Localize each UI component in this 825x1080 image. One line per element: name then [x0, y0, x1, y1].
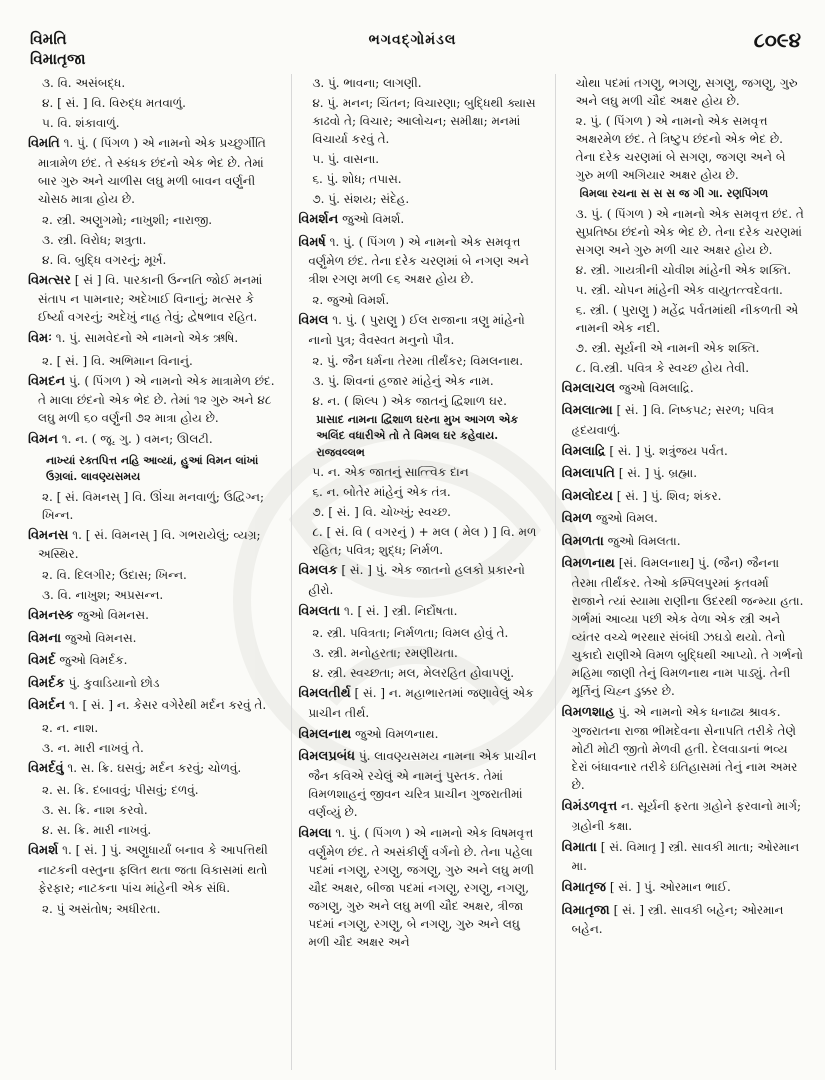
sense-line: ૭. [ સં. ] વિ. ચોખ્ખું; સ્વચ્છ.	[312, 505, 451, 519]
column-2	[291, 74, 540, 1070]
headword: વિમર્દક	[28, 675, 65, 691]
dictionary-entry	[298, 602, 540, 622]
definition-text: જુઓ વિમલ.	[595, 511, 658, 525]
sense-line: ૪. સ. ક્રિ. મારી નાખવું.	[42, 823, 152, 837]
dictionary-entry	[562, 554, 804, 700]
headword: વિમર્શ	[28, 843, 59, 858]
headword: વિમનસ	[28, 527, 69, 543]
definition-text: ૧. પું. ( પિંગળ ) એ નામનો એક પ્રચ્છુર્ગીતિ માત્રામેળ છંદ. તે સ્કંધક છંદનો એક ભેદ છે. તેમાં બાર ગુરુ અને ચાળીસ લઘુ મળી બાવન વર્ણુની ચોસઠ માત્રા હોય છે.	[38, 136, 266, 206]
headword: વિમલતા	[298, 603, 341, 619]
sense-line: ૪. [ સં. ] વિ. વિરુદ્ધ મતવાળું.	[42, 96, 186, 110]
dictionary-entry	[28, 329, 277, 349]
guide-word-bottom: વિમાતૃજા	[30, 50, 86, 68]
definition-text: ૧. [ સં. વિમનસ્ ] વિ. ગભરાયેલું; વ્યગ્ર; અસ્થિર.	[38, 527, 261, 561]
headword: વિમત્સર	[28, 272, 71, 288]
headword: વિમાતૃજા	[561, 902, 610, 918]
headword: વિમંડળવૃત્ત	[561, 799, 618, 814]
headword: વિમલ	[298, 313, 329, 328]
headword: વિમર્દવું	[28, 760, 64, 776]
dictionary-entry	[562, 703, 804, 795]
headword: વિમલતીર્થ	[298, 686, 351, 701]
sense-line: ૮. વિ.સ્ત્રી. પવિત્ર કે સ્વચ્છ હોય તેવી.	[575, 360, 750, 375]
headword: વિમળશાહ	[561, 704, 615, 720]
headword: વિમલાદ્રિ	[561, 443, 606, 459]
headword: વિમઃ	[28, 331, 52, 346]
sense-line: ૩. વિ. નાખુશ; અપ્રસન્ન.	[42, 588, 164, 602]
guide-word-top: વિમતિ	[30, 30, 67, 48]
definition-text: ૧. પું. ( પિંગળ ) એ નામનો એક વિષમવૃત્ત વર્ણુમેળ છંદ. તે અસંકીર્ણુ વર્ગનો છે. તેના પહેલા પદમાં નગણુ, રગણુ, જગણુ, ગુરુ અને લઘુ મળી ચૌદ અક્ષર, બીજા પદમાં નગણુ, રગણુ, નગણુ, જગણુ, ગુરુ અને લઘુ મળી ચૌદ અક્ષર, ત્રીજા પદમાં નગણુ, રગણુ, બે નગણુ, ગુરુ અને લઘુ મળી ચૌદ અક્ષર અને	[308, 825, 534, 949]
headword: વિમદન	[28, 373, 66, 389]
dictionary-entry	[298, 725, 540, 745]
dictionary-entry	[28, 372, 277, 428]
headword: વિમલા	[298, 825, 332, 841]
definition-text: [ સં. ] સ્ત્રી. સાવકી બહેન; ઓરમાન બહેન.	[571, 902, 784, 936]
sense-line: ૩. સ્ત્રી. વિરોધ; શત્રુતા.	[42, 232, 147, 247]
definition-text: [ સં. ] પું. એક જાતનો હલકો પ્રકારનો હીરો.	[308, 563, 525, 597]
sense-line: ૪. સ્ત્રી. ગાયત્રીની ચોવીશ માંહેની એક શક્તિ.	[575, 262, 792, 277]
dictionary-entry	[28, 674, 277, 694]
definition-text: જુઓ વિમનસ.	[77, 608, 149, 622]
dictionary-entry	[562, 901, 804, 939]
sense-line: ૬. સ્ત્રી. ( પુરાણુ ) મહેંદ્ર પર્વતમાંથી નીકળતી એ નામની એક નદી.	[575, 302, 799, 335]
definition-text: ૧. પું. ( પિંગળ ) એ નામનો એક સમવૃત્ત વર્ણુમેળ છંદ. તેના દરેક ચરણમાં બે નગણ અને ત્રીશ રગણ મળી ૯૬ અક્ષર હોય છે.	[308, 234, 529, 286]
dictionary-entry	[562, 464, 804, 484]
definition-text: ૧. સ. ક્રિ. ઘસવું; મર્દન કરવું; ચોળવું.	[67, 760, 242, 775]
quotation: પ્રાસાદ નામના દ્વિશાળ ઘરના મુખ આગળ એક અલિંદ વધારીએ તો તે વિમલ ઘર કહેવાય. રાજવલ્લભ	[316, 412, 519, 459]
column-1	[28, 74, 277, 1070]
sense-line: ૪. વિ. બુદ્ધિ વગરનું; મૂર્ખ.	[42, 252, 167, 267]
dictionary-entry	[562, 797, 804, 835]
definition-text: [ સં. ] ન. મહાભારતમાં જણાવેલું એક પ્રાચીન તીર્થ.	[308, 686, 534, 720]
dictionary-entry	[28, 526, 277, 564]
sense-line: ૩. પું. શિવનાં હજાર માંહેનું એક નામ.	[312, 373, 494, 388]
sense-line: ચોથા પદમાં તગણુ, ભગણુ, સગણુ, જગણુ, ગુરુ અને લઘુ મળી ચૌદ અક્ષર હોય છે.	[575, 76, 798, 108]
dictionary-entry	[28, 134, 277, 208]
quotation: નાખ્યાં રક્તપિત્ત નહિ આવ્યાં, હુઆં વિમન લાંખાં ઉગ્રલાં. લાવણ્યસમય	[46, 453, 259, 483]
column-3	[555, 74, 804, 1070]
headword: વિમતિ	[28, 136, 60, 151]
dictionary-entry	[562, 838, 804, 876]
dictionary-entry	[298, 684, 540, 722]
dictionary-entry	[562, 487, 804, 507]
definition-text: જુઓ વિમલાદ્રિ.	[618, 380, 694, 395]
definition-text: [ સં ] વિ. પારકાની ઉન્નતિ જોઈ મનમાં સંતાપ ન પામનાર; અદેખાઈ વિનાનું; મત્સર કે ઈર્ષ્યા વગરનું; અદેખું નાહ તેવું; દ્વેષભાવ રહિત.	[38, 272, 263, 324]
dictionary-entry	[298, 561, 540, 599]
dictionary-entry	[562, 401, 804, 439]
page-title: ભગવદ્ગોમંડલ	[368, 32, 457, 48]
sense-line: ૨. પું અસંતોષ; અધીરતા.	[42, 901, 161, 916]
headword: વિમળનાથ	[561, 556, 615, 571]
dictionary-entry	[298, 210, 540, 230]
definition-text: જુઓ વિમનસ.	[64, 630, 137, 645]
sense-line: ૩. પું. ભાવના; લાગણી.	[312, 76, 422, 90]
definition-text: જુઓ વિમલતા.	[607, 533, 681, 548]
definition-text: ન. સૂર્યની ફરતા ગ્રહોને ફરવાનો માર્ગ; ગ્રહોની કક્ષા.	[571, 799, 802, 833]
headword: વિમળ	[561, 511, 593, 526]
headword: વિમલાત્મા	[561, 403, 613, 418]
sense-line: ૩. સ્ત્રી. મનોહરતા; રમણીયતા.	[312, 646, 458, 660]
definition-text: ૧. [ સં. ] ન. કેસર વગેરેથી મર્દન કરવું તે.	[69, 698, 267, 712]
sense-line: ૫. ન. એક જાતનું સાત્ત્વિક દાન	[312, 465, 469, 479]
definition-text: [ સં. ] પું. બ્રહ્મા.	[618, 466, 698, 480]
definition-text: ૧. [ સં. ] સ્ત્રી. નિર્દોષતા.	[344, 603, 458, 618]
sense-line: ૨. પું. જૈન ધર્મના તેરમા તીર્થંકર; વિમલનાથ.	[312, 353, 524, 368]
sense-line: ૨. સ. ક્રિ. દબાવવું; પીસવું; દળવું.	[42, 783, 199, 797]
definition-text: [ સં. ] પું. ઓરમાન ભાઈ.	[609, 880, 731, 894]
headword: વિમળતા	[561, 533, 604, 549]
definition-text: પું. કુવાડિયાનો છોડ	[68, 675, 160, 690]
headword: વિમલાપતિ	[561, 466, 615, 481]
headword: વિમલપ્રબંધ	[298, 749, 356, 764]
dictionary-entry	[28, 629, 277, 649]
sense-line: ૩. વિ. અસંબદ્ધ.	[42, 76, 126, 90]
definition-text: [ સં. ] પું. શત્રુંજય પર્વત.	[609, 443, 728, 458]
dictionary-entry	[28, 271, 277, 327]
sense-line: ૪. સ્ત્રી. સ્વચ્છતા; મલ, મેલરહિત હોવાપણું.	[312, 666, 515, 680]
dictionary-entry	[28, 430, 277, 450]
dictionary-entry	[28, 841, 277, 897]
sense-line: ૭. સ્ત્રી. સૂર્યની એ નામની એક શક્તિ.	[575, 340, 760, 355]
headword: વિમલક	[298, 563, 338, 578]
sense-line: ૮. [ સં. વિ ( વગરનું ) + મલ ( મેલ ) ] વિ. મળ રહિત; પવિત્ર; શુદ્ધ; નિર્મળ.	[312, 525, 537, 557]
sense-line: ૨. [ સં. ] વિ. અભિમાન વિનાનું.	[42, 353, 193, 368]
dictionary-entry	[28, 696, 277, 716]
definition-text: [ સં. ] વિ. નિષ્કપટ; સરળ; પવિત્ર હૃદયવાળું.	[571, 403, 775, 437]
definition-text: ૧. [ સં. ] પું. અણુધાર્યાં બનાવ કે આપત્તિથી નાટકની વસ્તુના ફલિત થતા જતા વિકાસમાં થતો ફેરફાર; નાટકના પાંચ માંહેની એક સંધિ.	[38, 843, 268, 895]
dictionary-entry	[28, 606, 277, 626]
sense-line: ૨. વિ. દિલગીર; ઉદાસ; ખિન્ન.	[42, 568, 187, 582]
dictionary-columns	[28, 74, 804, 1070]
sense-line: ૨. [ સં. વિમનસ્ ] વિ. ઊંચા મનવાળું; ઉદ્વિગ્ન; ખિન્ન.	[42, 489, 265, 522]
headword: વિમાતા	[561, 839, 597, 855]
dictionary-entry	[298, 233, 540, 289]
page-header	[0, 0, 825, 70]
sense-line: ૬. પું. શોધ; તપાસ.	[312, 172, 402, 186]
definition-text: પું. ( પિંગળ ) એ નામનો એક માત્રામેળ છંદ. તે માલા છંદનો એક ભેદ છે. તેમાં ૧૨ ગુરુ અને ૪૮ લઘુ મળી ૬૦ વર્ણુની ૭૨ માત્રા હોય છે.	[38, 373, 275, 425]
dictionary-entry	[562, 532, 804, 552]
sense-line: ૨. ન. નાશ.	[42, 720, 99, 735]
headword: વિમાતૃજ	[561, 880, 606, 895]
sense-line: ૩. પું. ( પિંગળ ) એ નામનો એક સમવૃત્ત છંદ. તે સુપ્રતિષ્ઠા છંદનો એક ભેદ છે. તેના દરેક ચરણમાં સગણ અને ગુરુ મળી ચાર અક્ષર હોય છે.	[575, 206, 804, 257]
dictionary-entry	[28, 759, 277, 779]
headword: વિમર્શન	[298, 212, 339, 227]
sense-line: ૨. સ્ત્રી. અણુગમો; નાખુશી; નારાજી.	[42, 212, 213, 227]
definition-text: [ સં. ] પું. શિવ; શંકર.	[616, 488, 722, 503]
dictionary-entry	[562, 442, 804, 462]
headword: વિમર્દ	[28, 653, 56, 668]
dictionary-entry	[298, 747, 540, 821]
headword: વિમલોદય	[561, 488, 613, 504]
definition-text: [સં. વિમલનાથ] પું. (જૈન) જૈનના તેરમા તીર્થંકર. તેઓ કમ્પિલપુરમાં કૃતવર્મા રાજાને ત્યાં સ્યામા રાણીના ઉદરથી જન્મ્યા હતા. ગર્ભમાં આવ્યા પછી એક વેળા એક સ્ત્રી અને વ્યંતર વચ્ચે ભરથાર સંબંધી ઝઘડો થયો. તેનો ચુકાદો રાણીએ વિમળ બુદ્ધિથી આપ્યો. તે ગર્ભનો મહિમા જાણી તેનું વિમળનાથ નામ પાડ્યું. તેની મૂર્તિનું ચિહ્ન ડુક્કર છે.	[571, 556, 804, 698]
sense-line: ૪. ન. ( શિલ્પ ) એક જાતનું દ્વિશાળ ઘર.	[312, 393, 507, 408]
sense-line: ૨. જુઓ વિમર્શ.	[312, 293, 390, 307]
headword: વિમલાચલ	[561, 380, 616, 396]
definition-text: જુઓ વિમર્શ.	[342, 212, 405, 226]
dictionary-entry	[298, 311, 540, 349]
quotation: વિમલા રચના સ સ સ જ ગી ગા. રણપિંગળ	[579, 187, 769, 200]
sense-line: ૨. સ્ત્રી. પવિત્રતા; નિર્મળતા; વિમલ હોવું તે.	[312, 626, 509, 640]
headword: વિમનસ્ક	[28, 608, 74, 623]
definition-text: ૧. ન. ( જૂ. ગુ. ) વમન; ઊલટી.	[61, 432, 213, 446]
sense-line: ૨. પું. ( પિંગળ ) એ નામનો એક સમવૃત્ત અક્ષરમેળ છંદ. તે ત્રિષ્ટુપ છંદનો એક ભેદ છે. તેના દરેક ચરણમાં બે સગણ, જગણ અને બે ગુરુ મળી અગિયાર અક્ષર હોય છે.	[575, 114, 786, 182]
definition-text: [ સં. વિમાતૃ ] સ્ત્રી. સાવકી માતા; ઓરમાન મા.	[571, 839, 800, 873]
dictionary-entry	[562, 379, 804, 399]
definition-text: ૧. પું. સામવેદનો એ નામનો એક ઋષિ.	[55, 331, 239, 345]
dictionary-entry	[28, 651, 277, 671]
sense-line: ૭. પું. સંશય; સંદેહ.	[312, 192, 410, 206]
sense-line: ૬. ન. બોતેર માંહેનું એક તંત્ર.	[312, 485, 451, 499]
sense-line: ૫. પું. વાસના.	[312, 152, 380, 166]
page-number: ૮૦૯૪	[753, 28, 801, 52]
definition-text: ૧. પું. ( પુરાણુ ) ઈલ રાજાના ત્રણુ માંહેનો નાનો પુત્ર; વૈવસ્વત મનુનો પૌત્ર.	[308, 313, 525, 347]
dictionary-entry	[298, 824, 540, 952]
sense-line: ૫. વિ. શંકાવાળું.	[42, 116, 120, 130]
headword: વિમન	[28, 432, 58, 447]
headword: વિમના	[28, 630, 62, 646]
dictionary-entry	[562, 878, 804, 898]
headword: વિમલનાથ	[298, 726, 352, 742]
definition-text: જુઓ વિમળનાથ.	[355, 726, 439, 741]
definition-text: પું. એ નામનો એક ધનાઢ્ય શ્રાવક. ગુજરાતના રાજા ભીમદેવના સેનાપતિ તરીકે તેણે મોટી મોટી જીતો મેળવી હતી. દેલવાડાનાં ભવ્ય દેરાં બંધાવનાર તરીકે ઇતિહાસમાં તેનું નામ અમર છે.	[571, 704, 798, 792]
headword: વિમર્ષ	[298, 234, 326, 250]
sense-line: ૪. પું. મનન; ચિંતન; વિચારણા; બુદ્ધિથી ક્યાસ કાઢવો તે; વિચાર; આલોચન; સમીક્ષા; મનમાં વિચાર્યા કરવું તે.	[312, 96, 536, 146]
sense-line: ૫. સ્ત્રી. ચોપન માંહેની એક વાયુતત્ત્વદેવતા.	[575, 282, 783, 297]
definition-text: પું. લાવણ્યસમય નામના એક પ્રાચીન જૈન કવિએ રચેલું એ નામનું પુસ્તક. તેમાં વિમળશાહનું જીવન ચરિત્ર પ્રાચીન ગુજરાતીમાં વર્ણવ્યું છે.	[308, 749, 537, 819]
sense-line: ૩. સ. ક્રિ. નાશ કરવો.	[42, 803, 148, 817]
definition-text: જુઓ વિમર્દક.	[59, 653, 128, 667]
sense-line: ૩. ન. મારી નાખવું તે.	[42, 740, 144, 755]
dictionary-entry	[562, 509, 804, 529]
headword: વિમર્દન	[28, 698, 66, 713]
